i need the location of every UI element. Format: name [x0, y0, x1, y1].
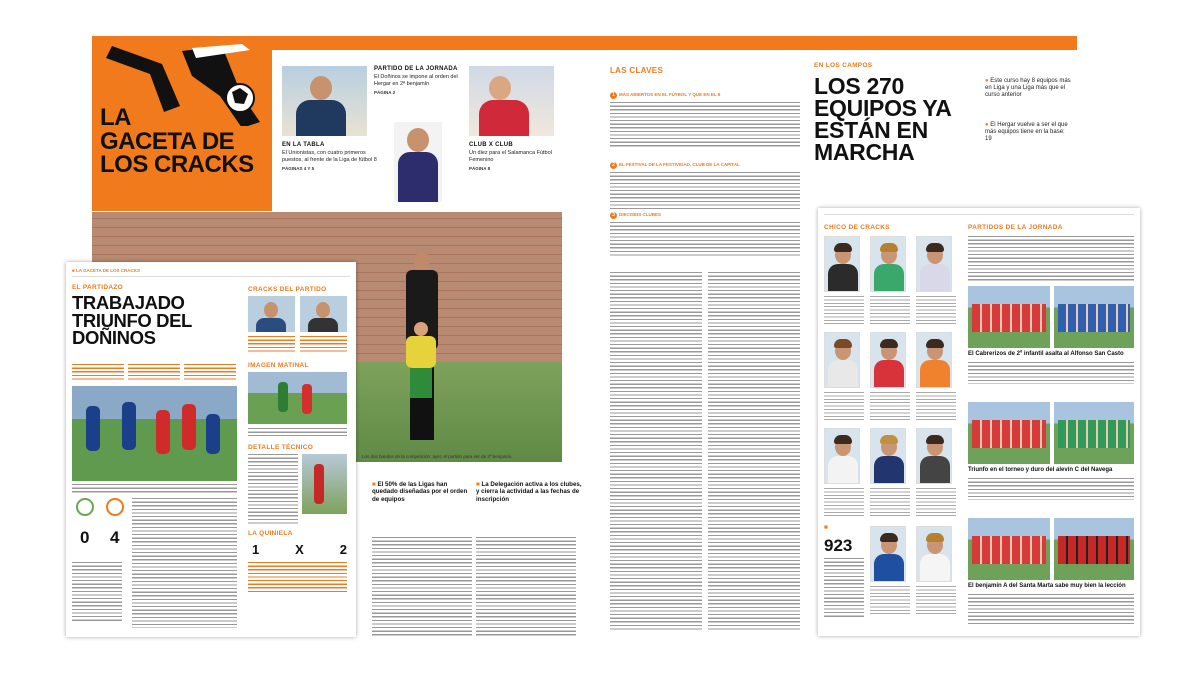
teaser-2-kicker: EN LA TABLA [282, 142, 325, 148]
campos-bullet-2: ● El Hergar vuelve a ser el que más equipos tiene en la base: 19 [985, 122, 1068, 143]
section-quiniela: LA QUINIELA [248, 530, 293, 537]
pull-quote-left-text: El 50% de las Ligas han quedado diseñadas por el orden de equipos [372, 481, 468, 503]
section-detalle-tecnico: DETALLE TÉCNICO [248, 444, 314, 451]
big-number: 923 [824, 536, 853, 555]
crack-photo [824, 236, 860, 292]
team-photo [968, 286, 1050, 348]
cover-title-line-3: LOS CRACKS [100, 151, 254, 179]
pull-quote-left: ■ El 50% de las Ligas han quedado diseñadas por el orden de equipos [372, 481, 468, 503]
section-partidos-jornada: PARTIDOS DE LA JORNADA [968, 224, 1063, 231]
teaser-1 [374, 66, 469, 95]
match-action-photo [72, 386, 237, 481]
crack-photo [870, 428, 906, 484]
campos-headline-line-1: LOS 270 [814, 73, 904, 99]
team-photo [1054, 402, 1134, 464]
crack-photo [916, 332, 952, 388]
cover-top-bar [272, 36, 562, 50]
teaser-1-page: PÁGINA 2 [374, 89, 396, 95]
teaser-3-text: Un diez para el Salamanca Fútbol Femenino [469, 150, 552, 163]
campos-bullet-2-text: El Hergar vuelve a ser el que más equipos tiene en la base: 19 [985, 122, 1068, 143]
pull-quote-right: ■ La Delegación activa a los clubes, y cierra la actividad a las fechas de inscripción [476, 481, 582, 503]
key-3-title: DIECISEIS CLUBES [619, 212, 662, 217]
cover-title-line-1: LA [100, 104, 131, 131]
match-kicker: EL PARTIDAZO [72, 284, 124, 291]
team-photo [968, 518, 1050, 580]
cover-photo-2 [394, 122, 442, 202]
crack-photo [916, 526, 952, 582]
key-1 [610, 92, 800, 147]
scoreboard [72, 498, 132, 558]
key-3 [610, 212, 800, 258]
caption-2: Triunfo en el torneo y duro del alevín C del Navega [968, 467, 1113, 473]
crack-photo [824, 332, 860, 388]
match-headline-line-1: TRABAJADO [72, 292, 185, 313]
quiniela-1: 1 [252, 542, 260, 557]
pull-quote-right-text: La Delegación activa a los clubes, y cierra la actividad a las fechas de inscripción [476, 481, 582, 503]
campos-headline-line-4: MARCHA [814, 138, 915, 165]
cover-photo-1 [282, 66, 367, 136]
campos-headline-line-2: EQUIPOS YA [814, 94, 952, 121]
quiniela [252, 542, 347, 557]
teaser-3-page: PÁGINA 8 [469, 165, 491, 171]
match-photo-caption: Los dos bandos de la competición: ayer, el partido para ser de 2ª benjamín. [362, 454, 513, 459]
cracks-grid [824, 236, 964, 626]
campos-bullet-1: ● Este curso hay 8 equipos más en Liga y una Liga más que el curso anterior [985, 78, 1071, 99]
teaser-1-kicker: PARTIDO DE LA JORNADA [374, 66, 458, 72]
team-photo [968, 402, 1050, 464]
right-teams-page [818, 208, 1140, 636]
cover-title [100, 106, 254, 177]
teaser-2-page: PÁGINAS 4 Y 5 [282, 165, 315, 171]
cover-page [92, 36, 562, 211]
match-headline-line-2: TRIUNFO DEL [72, 309, 192, 331]
teaser-3 [469, 142, 559, 171]
section-imagen-matinal: IMAGEN MATINAL [248, 362, 309, 369]
crack-photo [824, 428, 860, 484]
match-headline [72, 294, 192, 347]
key-3-number: 3 [610, 212, 617, 219]
cover-title-line-2: GACETA DE [100, 127, 235, 155]
section-label-extra: ■ [824, 524, 829, 531]
teaser-2-text: El Unionistas, con cuatro primeros puestos, al frente de la Liga de fútbol 8 [282, 150, 377, 163]
left-match-page: ■ LA GACETA DE LOS CRACKS EL PARTIDAZO TRABAJADO TRIUNFO DEL DOÑINOS 0 4 CRACKS DEL PARTIDO IMAGEN MATINAL DETALLE TÉCNICO LA QUINIELA 1 X 2 [66, 262, 356, 637]
center-lower-columns [370, 475, 602, 640]
key-2-number: 2 [610, 162, 617, 169]
key-1-number: 1 [610, 92, 617, 99]
score-away: 4 [110, 528, 120, 547]
cover-photo-3 [469, 66, 554, 136]
center-top-bar [562, 36, 1077, 50]
campos-kicker: EN LOS CAMPOS [814, 62, 873, 69]
campos-bullet-1-text: Este curso hay 8 equipos más en Liga y una Liga más que el curso anterior [985, 78, 1071, 99]
score-home: 0 [80, 528, 90, 547]
right-headline-page [802, 50, 1077, 210]
section-chico-cracks: CHICO DE CRACKS [824, 224, 890, 231]
key-2 [610, 162, 800, 210]
crack-photo [870, 332, 906, 388]
crack-photo [870, 526, 906, 582]
crack-photo [916, 428, 952, 484]
team-photo [1054, 518, 1134, 580]
teaser-2 [282, 142, 387, 171]
caption-1: El Cabrerizos de 2º infantil asalta al Alfonso San Casto [968, 351, 1124, 357]
key-1-title: MÁS ABIERTOS EN EL FÚTBOL Y QUE EN EL 8 [619, 92, 721, 97]
crack-photo [870, 236, 906, 292]
quiniela-2: 2 [339, 542, 347, 557]
key-2-title: EL FESTIVAL DE LA FESTIVIDAD, CLUB DE LA CAPITAL [619, 162, 740, 167]
claves-kicker: LAS CLAVES [610, 66, 664, 75]
section-cracks-partido: CRACKS DEL PARTIDO [248, 286, 327, 293]
match-headline-line-3: DOÑINOS [72, 327, 156, 349]
campos-headline [814, 73, 952, 165]
caption-3: El benjamín A del Santa Marta sabe muy bien la lección [968, 583, 1126, 589]
campos-headline-line-3: ESTÁN EN [814, 116, 928, 143]
teaser-3-kicker: CLUB X CLUB [469, 142, 513, 148]
cover-orange-block [92, 36, 272, 211]
crack-photo [916, 236, 952, 292]
quiniela-x: X [295, 542, 304, 557]
team-photo [1054, 286, 1134, 348]
teaser-1-text: El Doñinos se impone al orden del Hergar en 2ª benjamín [374, 74, 458, 87]
